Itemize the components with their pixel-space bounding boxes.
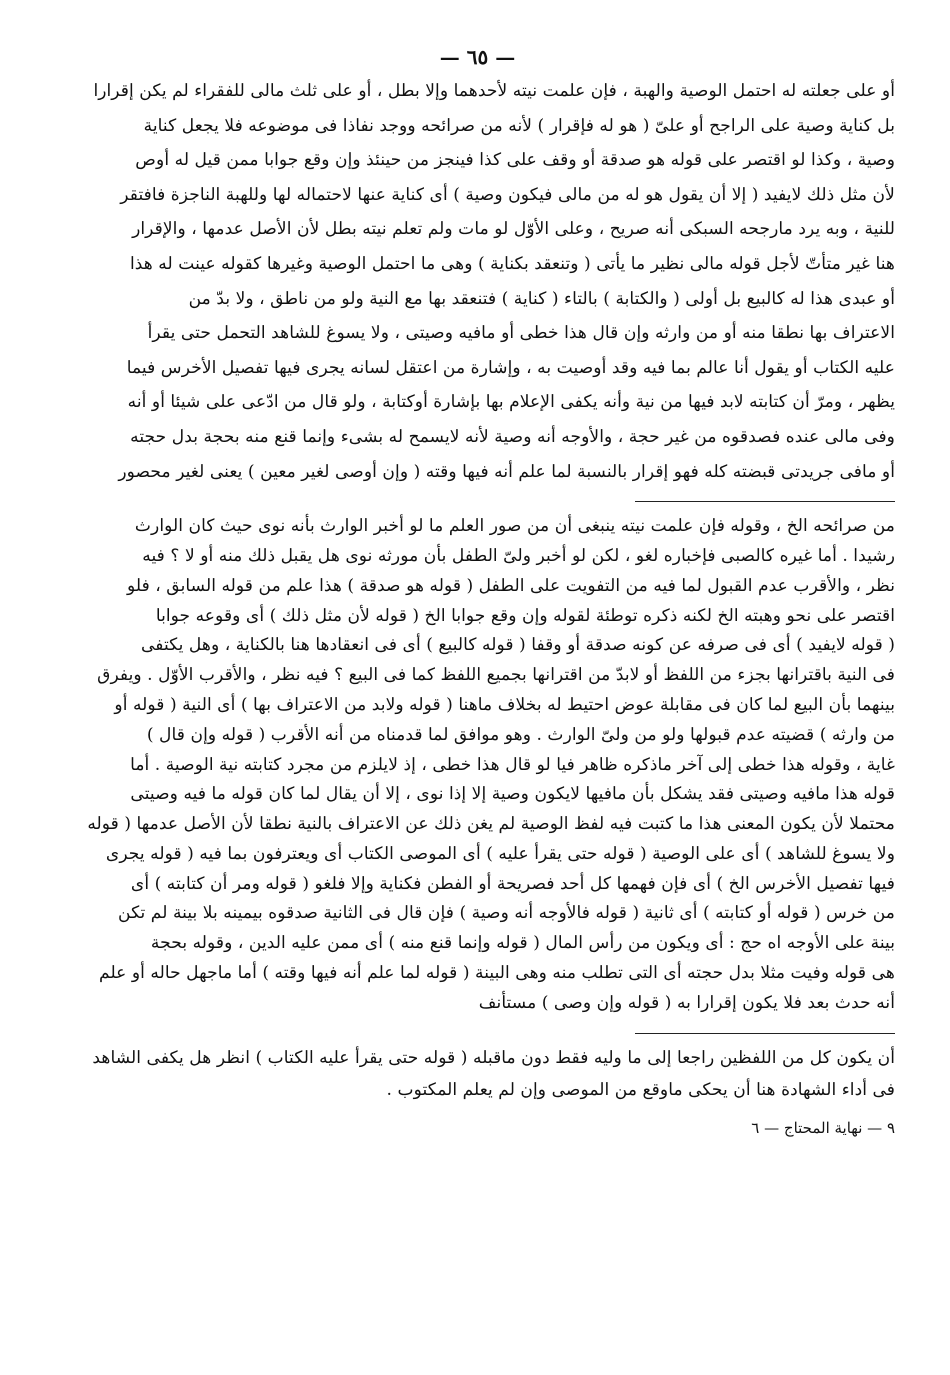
- main-text-line: الاعتراف بها نطقا منه أو من وارثه وإن قال هذا خطى أو مافيه وصيتى ، ولا يسوغ للشاهد التحمل حتى يقرأ: [147, 323, 895, 344]
- footnote-line: أن يكون كل من اللفظين راجعا إلى ما وليه فقط دون ماقبله ( قوله حتى يقرأ عليه الكتاب ) انظر هل يكفى الشاهد: [92, 1047, 895, 1068]
- main-text-line: يظهر ، ومرّ أن كتابته لابد فيها من نية وأنه يكفى الإعلام بها بإشارة أوكتابة ، ولو قال من ادّعى على شيئا أو أنه: [127, 392, 895, 413]
- commentary-line: بينة على الأوجه اه حج : أى ويكون من رأس المال ( قوله وإنما قنع منه ) أى ممن عليه الدين ، وقوله بحجة: [150, 933, 895, 954]
- book-page: [60, 40, 895, 1340]
- main-text-line: هنا غير متأتّ لأجل قوله مالى نظير ما يأتى ( وتنعقد بكناية ) وهى ما احتمل الوصية وغيرها كقوله عينت له هذا: [129, 253, 895, 274]
- main-text-line: عليه الكتاب أو يقول أنا عالم بما فيه وقد أوصيت به ، وإشارة من اعتقل لسانه يجرى فيها تفصيل الأخرس فيما: [126, 357, 895, 378]
- printer-signature: ٩ — نهاية المحتاج — ٦: [751, 1118, 895, 1137]
- commentary-line: ( قوله لايفيد ) أى فى صرفه عن كونه صدقة أو وقفا ( قوله كالبيع ) أى فى انعقادها هنا بالكناية ، وهل يكتفى: [140, 635, 895, 656]
- footnote-block: [60, 1042, 895, 1106]
- commentary-line: من صرائحه الخ ، وقوله فإن علمت نيته ينبغى أن من صور العلم ما لو أخبر الوارث بأنه نوى حيث كان الوارث: [134, 516, 895, 537]
- commentary-line: فى النية باقترانها بجزء من اللفظ أو لابدّ من اقترانها بجميع اللفظ كما فى البيع ؟ فيه نظر ، والأقرب الأوّل . ويفرق: [97, 665, 895, 686]
- main-text-line: وصية ، وكذا لو اقتصر على قوله هو صدقة أو وقف على كذا فينجز من حينئذ وإن وقع جوابا ممن قيل له أوص: [135, 150, 895, 171]
- commentary-line: من خرس ( قوله أو كتابته ) أى ثانية ( قوله فالأوجه أنه وصية ) فإن قال فى الثانية صدقوه بيمينه بلا بينة لم تكن: [117, 903, 895, 924]
- main-text-line: للنية ، وبه يرد مارجحه السبكى أنه صريح ، وعلى الأوّل لو مات ولم تعلم نيته بطل لأن الأصل عدمها ، والإقرار: [132, 219, 895, 240]
- main-text-line: بل كناية وصية على الراجح أو علىّ ( هو له فإقرار ) لأنه من صرائحه ووجد نفاذا فى موضوعه فلا يجعل كناية: [143, 115, 895, 136]
- commentary-line: أنه حدث بعد فلا يكون إقرارا به ( قوله وإن وصى ) مستأنف: [478, 992, 895, 1013]
- commentary-line: غاية ، وقوله هذا خطى إلى آخر ماذكره ظاهر فيا لو قال هذا خطى ، إذ لايلزم من مجرد كتابته نية الوصية . أما: [130, 754, 895, 775]
- commentary-line: رشيدا . أما غيره كالصبى فإخباره لغو ، لكن لو أخبر ولىّ الطفل بأن مورثه نوى هل يقبل ذلك منه أو لا ؟ فيه: [142, 545, 895, 566]
- page-number: — ٦٥ —: [439, 45, 516, 69]
- main-text-line: لأن مثل ذلك لايفيد ( إلا أن يقول هو له من مالى فيكون وصية ) أى كناية عنها لاحتماله لها وللهبة الناجزة فافتقر: [120, 184, 895, 205]
- main-text-line: أو عبدى هذا له كالبيع بل أولى ( والكتابة ) بالتاء ( كناية ) فتنعقد بها مع النية ولو من ناطق ، ولا بدّ من: [188, 288, 895, 309]
- commentary-line: من وارثه ) قضيته عدم قبولها ولو من ولىّ الوارث . وهو موافق لما قدمناه من أنه الأقرب ( قوله وإن قال ): [146, 724, 895, 745]
- separator-rule: [635, 501, 895, 502]
- commentary-line: محتملا لأن يكون المعنى هذا ما كتبت فيه لفظ الوصية لم يغن ذلك عن الاعتراف بالنية نطقا لأن الأصل عدمها ( قوله: [87, 814, 895, 835]
- commentary-line: اقتصر على نحو وهبته الخ لكنه ذكره توطئة لقوله وإن وقع جوابا الخ ( قوله لأن مثل ذلك ) أى وقوعه جوابا: [155, 605, 895, 626]
- main-text-line: أو على جعلته له احتمل الوصية والهبة ، فإن علمت نيته لأحدهما وإلا بطل ، أو على ثلث مالى للفقراء لم يكن إقرارا: [93, 81, 895, 101]
- footnote-separator-rule: [635, 1033, 895, 1034]
- footnote-line: فى أداء الشهادة هنا أن يحكى ماوقع من الموصى وإن لم يعلم المكتوب .: [386, 1079, 895, 1100]
- commentary-line: بينهما بأن البيع لما كان فى مقابلة عوض احتيط له بخلاف ماهنا ( قوله ولابد من الاعتراف بها ) أى النية ( قوله أو: [114, 694, 895, 715]
- commentary-line: قوله هذا مافيه وصيتى فقد يشكل بأن مافيها لايكون وصية إلا إذا نوى ، إلا أن يقال لما كان قوله ما فيه وصيتى: [130, 784, 895, 805]
- commentary-line: هى قوله وفيت مثلا بدل حجته أى التى تطلب منه وهى البينة ( قوله لما علم أنه فيها وقته ) أما ماجهل حاله أو علم: [99, 963, 895, 984]
- commentary-line: ولا يسوغ للشاهد ) أى على الوصية ( قوله حتى يقرأ عليه ) أى الموصى الكتاب أى ويعترفون بما فيه ( قوله يجرى: [105, 843, 895, 864]
- commentary-block: [60, 512, 895, 1019]
- main-text-line: وفى مالى عنده فصدقوه من غير حجة ، والأوجه أنه وصية لأنه لايسمح له بشىء وإنما قنع منه بحجة بدل حجته: [130, 426, 895, 447]
- main-text-line: أو مافى جريدتى قبضته كله فهو إقرار بالنسبة لما علم أنه فيها وقته ( وإن أوصى لغير معين ) يعنى لغير محصور: [118, 461, 895, 482]
- commentary-line: نظر ، والأقرب عدم القبول لما فيه من التفويت على الطفل ( قوله هو صدقة ) هذا علم من قوله السابق ، فلو: [127, 575, 895, 596]
- main-text-block: [60, 74, 895, 489]
- commentary-line: فيها تفصيل الأخرس الخ ) أى فإن فهمها كل أحد فصريحة أو الفطن فكناية وإلا فلغو ( قوله ومر أن كتابته ) أى: [130, 873, 895, 894]
